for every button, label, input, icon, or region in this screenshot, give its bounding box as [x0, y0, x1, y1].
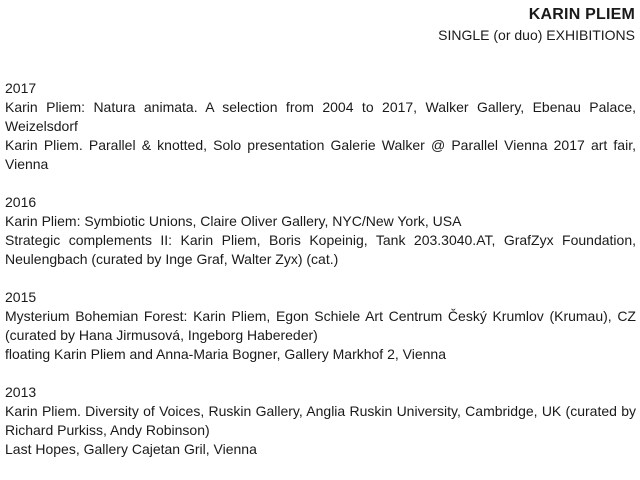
page-subtitle: SINGLE (or duo) EXHIBITIONS [438, 27, 635, 43]
year-heading: 2016 [5, 194, 37, 210]
year-section-2016 [5, 193, 636, 269]
year-heading: 2017 [5, 80, 37, 96]
exhibition-entry: Last Hopes, Gallery Cajetan Gril, Vienna [5, 441, 257, 457]
exhibitions-list [5, 79, 636, 478]
exhibition-entry: Karin Pliem. Diversity of Voices, Ruskin Gallery, Anglia Ruskin University, Cambridge, UK (curated by Richard Purkiss, Andy Robinson) [5, 403, 636, 438]
year-heading: 2015 [5, 289, 37, 305]
year-heading: 2013 [5, 384, 37, 400]
exhibition-entry: Karin Pliem. Parallel & knotted, Solo presentation Galerie Walker @ Parallel Vienna 2017 art fair, Vienna [5, 137, 636, 172]
exhibition-entry: Strategic complements II: Karin Pliem, Boris Kopeinig, Tank 203.3040.AT, GrafZyx Foundation, Neulengbach (curated by Inge Graf, Walter Zyx) (cat.) [5, 232, 636, 267]
year-section-2015 [5, 288, 636, 364]
year-section-2017 [5, 79, 636, 174]
page-header [438, 5, 635, 45]
year-section-2013 [5, 383, 636, 459]
exhibition-entry: Mysterium Bohemian Forest: Karin Pliem, Egon Schiele Art Centrum Český Krumlov (Krumau), CZ (curated by Hana Jirmusová, Ingeborg Habereder) [5, 308, 636, 343]
exhibition-entry: Karin Pliem: Natura animata. A selection from 2004 to 2017, Walker Gallery, Ebenau Palace, Weizelsdorf [5, 99, 636, 134]
exhibition-entry: floating Karin Pliem and Anna-Maria Bogner, Gallery Markhof 2, Vienna [5, 346, 446, 362]
artist-name: KARIN PLIEM [528, 6, 635, 23]
exhibition-entry: Karin Pliem: Symbiotic Unions, Claire Oliver Gallery, NYC/New York, USA [5, 213, 462, 229]
